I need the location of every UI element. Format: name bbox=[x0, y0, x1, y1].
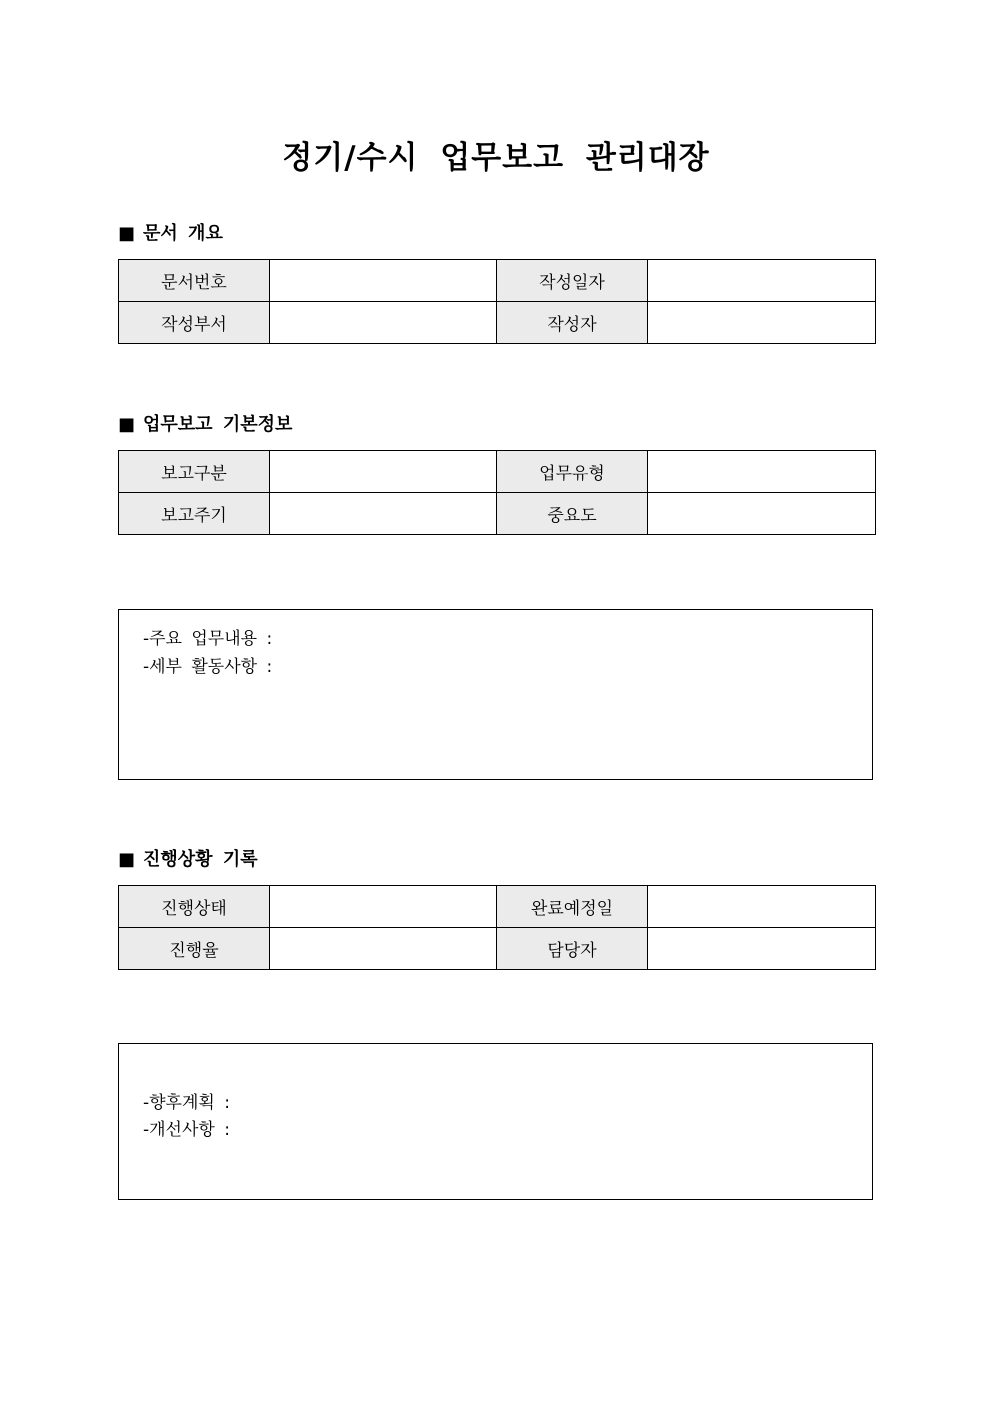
value-cell-manager[interactable] bbox=[648, 928, 876, 970]
plan-box[interactable] bbox=[118, 1043, 873, 1200]
square-bullet-icon: ■ bbox=[118, 414, 136, 435]
table-row bbox=[119, 886, 876, 928]
label-cell: 진행율 bbox=[119, 928, 270, 970]
section-heading-progress bbox=[118, 848, 258, 872]
value-cell-importance[interactable] bbox=[648, 493, 876, 535]
work-content-box[interactable] bbox=[118, 609, 873, 780]
section-heading-text: 진행상황 기록 bbox=[143, 849, 258, 870]
value-cell-created-date[interactable] bbox=[648, 260, 876, 302]
value-cell-work-type[interactable] bbox=[648, 451, 876, 493]
label-cell: 작성부서 bbox=[119, 302, 270, 344]
label-cell: 문서번호 bbox=[119, 260, 270, 302]
value-cell-department[interactable] bbox=[270, 302, 497, 344]
value-cell-report-cycle[interactable] bbox=[270, 493, 497, 535]
square-bullet-icon: ■ bbox=[118, 849, 136, 870]
basic-info-table bbox=[118, 450, 876, 535]
overview-table bbox=[118, 259, 876, 344]
section-heading-text: 업무보고 기본정보 bbox=[143, 414, 293, 435]
section-heading-text: 문서 개요 bbox=[143, 223, 223, 244]
note-main-work: -주요 업무내용 : bbox=[143, 629, 273, 649]
table-row bbox=[119, 451, 876, 493]
table-row bbox=[119, 260, 876, 302]
value-cell-report-category[interactable] bbox=[270, 451, 497, 493]
value-cell-progress-status[interactable] bbox=[270, 886, 497, 928]
label-cell: 보고주기 bbox=[119, 493, 270, 535]
note-future-plan: -향후계획 : bbox=[143, 1093, 230, 1113]
section-heading-overview bbox=[118, 222, 223, 246]
label-cell: 중요도 bbox=[497, 493, 648, 535]
label-cell: 보고구분 bbox=[119, 451, 270, 493]
label-cell: 완료예정일 bbox=[497, 886, 648, 928]
label-cell: 작성일자 bbox=[497, 260, 648, 302]
progress-table bbox=[118, 885, 876, 970]
note-detail-activity: -세부 활동사항 : bbox=[143, 657, 273, 677]
label-cell: 작성자 bbox=[497, 302, 648, 344]
page-title: 정기/수시 업무보고 관리대장 bbox=[282, 140, 710, 176]
table-row bbox=[119, 302, 876, 344]
note-improvement: -개선사항 : bbox=[143, 1120, 230, 1140]
label-cell: 업무유형 bbox=[497, 451, 648, 493]
table-row bbox=[119, 493, 876, 535]
section-heading-basic-info bbox=[118, 413, 292, 437]
label-cell: 담당자 bbox=[497, 928, 648, 970]
value-cell-author[interactable] bbox=[648, 302, 876, 344]
label-cell: 진행상태 bbox=[119, 886, 270, 928]
value-cell-due-date[interactable] bbox=[648, 886, 876, 928]
value-cell-document-number[interactable] bbox=[270, 260, 497, 302]
square-bullet-icon: ■ bbox=[118, 223, 136, 244]
value-cell-progress-rate[interactable] bbox=[270, 928, 497, 970]
table-row bbox=[119, 928, 876, 970]
